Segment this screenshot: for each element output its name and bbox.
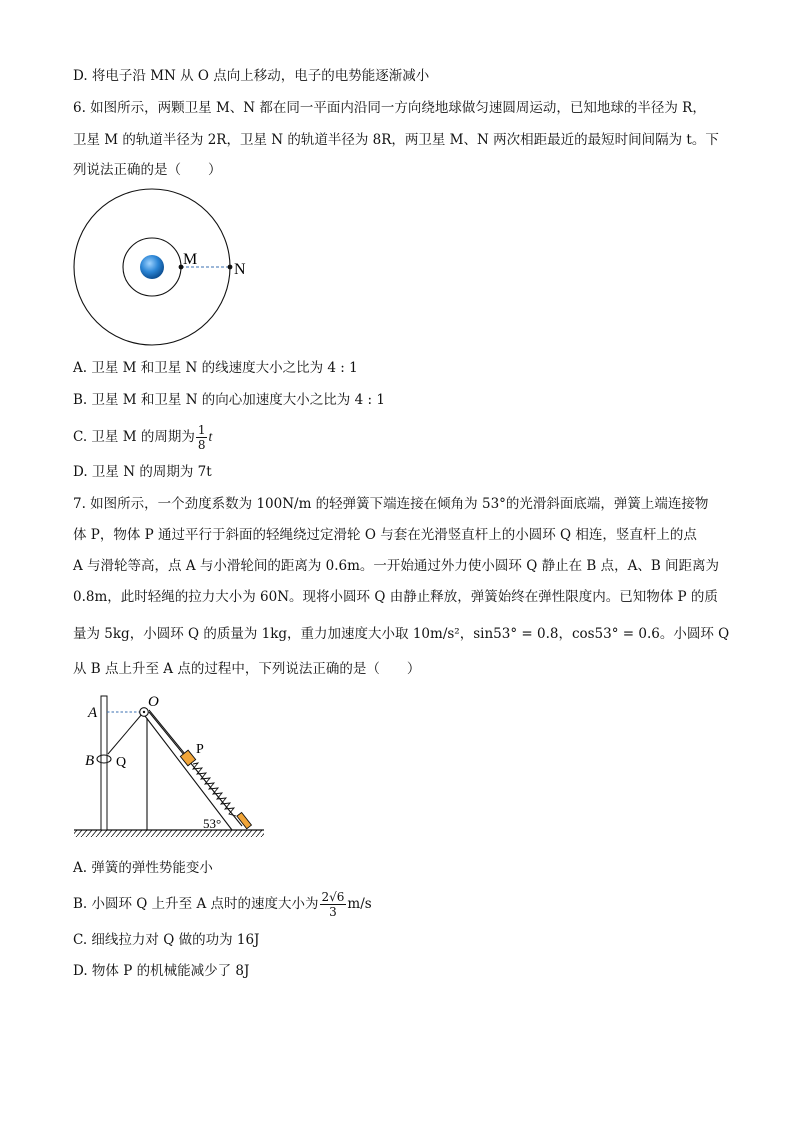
- pulley-axle: [143, 711, 145, 713]
- label-b: B: [85, 753, 95, 769]
- q7-stem-line3: A 与滑轮等高，点 A 与小滑轮间的距离为 0.6m。一开始通过外力使小圆环 Q 静止在 B 点，A、B 间距离为: [73, 558, 720, 574]
- ground-hatching: [74, 830, 264, 837]
- rope-to-p: [149, 710, 185, 754]
- q7-option-b-prefix: B. 小圆环 Q 上升至 A 点时的速度大小为: [73, 896, 319, 912]
- q5-option-d: D. 将电子沿 MN 从 O 点向上移动，电子的电势能逐渐减小: [73, 68, 430, 84]
- q7-stem-line6: 从 B 点上升至 A 点的过程中，下列说法正确的是（ ）: [73, 661, 421, 677]
- q6-stem-line3: 列说法正确的是（ ）: [73, 162, 222, 178]
- label-a: A: [88, 705, 98, 721]
- q7-option-b-den: 3: [329, 905, 337, 919]
- q6-stem-line2: 卫星 M 的轨道半径为 2R，卫星 N 的轨道半径为 8R，两卫星 M、N 两次相距最近的最短时间间隔为 t。下: [73, 132, 719, 148]
- q7-stem-line2: 体 P，物体 P 通过平行于斜面的轻绳绕过定滑轮 O 与套在光滑竖直杆上的小圆环 Q 相连，竖直杆上的点: [73, 527, 697, 543]
- q7-incline-figure: [72, 692, 282, 842]
- label-angle: 53°: [203, 816, 222, 831]
- label-p: P: [196, 742, 204, 757]
- satellite-n: [228, 265, 233, 270]
- rope-to-q: [108, 714, 142, 754]
- incline-surface-outer: [145, 716, 232, 830]
- label-m: M: [183, 251, 198, 268]
- q6-option-c-num: 1: [197, 423, 206, 437]
- q7-option-d: D. 物体 P 的机械能减少了 8J: [73, 963, 250, 979]
- label-o: O: [148, 694, 159, 710]
- q6-option-c: [73, 420, 212, 454]
- q7-stem-line5: 量为 5kg，小圆环 Q 的质量为 1kg，重力加速度大小取 10m/s²，sin53° = 0.8，cos53° = 0.6。小圆环 Q: [73, 626, 730, 642]
- q7-option-c: C. 细线拉力对 Q 做的功为 16J: [73, 932, 260, 948]
- q6-option-c-prefix: C. 卫星 M 的周期为: [73, 429, 195, 445]
- label-q: Q: [116, 755, 127, 770]
- q7-stem-line4: 0.8m，此时轻绳的拉力大小为 60N。现将小圆环 Q 由静止释放，弹簧始终在弹性限度内。已知物体 P 的质: [73, 589, 718, 605]
- q7-option-b-fraction: [320, 890, 347, 919]
- spring: [193, 763, 236, 816]
- q6-option-c-den: 8: [197, 438, 206, 452]
- q7-stem-line1: 7. 如图所示，一个劲度系数为 100N/m 的轻弹簧下端连接在倾角为 53°的光滑斜面底端，弹簧上端连接物: [73, 496, 709, 512]
- q6-orbit-figure: [72, 187, 272, 347]
- q6-option-c-suffix: t: [208, 429, 213, 444]
- q6-option-c-fraction: [196, 423, 208, 452]
- earth: [140, 255, 164, 279]
- q7-option-b: [73, 886, 372, 922]
- label-n: N: [234, 261, 246, 278]
- q7-option-a: A. 弹簧的弹性势能变小: [73, 860, 213, 876]
- spring-base: [237, 812, 252, 828]
- q7-option-b-suffix: m/s: [347, 896, 372, 912]
- q6-stem-line1: 6. 如图所示，两颗卫星 M、N 都在同一平面内沿同一方向绕地球做匀速圆周运动，已知地球的半径为 R，: [73, 100, 706, 116]
- q6-option-b: B. 卫星 M 和卫星 N 的向心加速度大小之比为 4 : 1: [73, 392, 385, 408]
- q6-option-a: A. 卫星 M 和卫星 N 的线速度大小之比为 4 : 1: [73, 360, 358, 376]
- q6-option-d: D. 卫星 N 的周期为 7t: [73, 464, 212, 480]
- q7-option-b-num: 2√6: [321, 890, 345, 904]
